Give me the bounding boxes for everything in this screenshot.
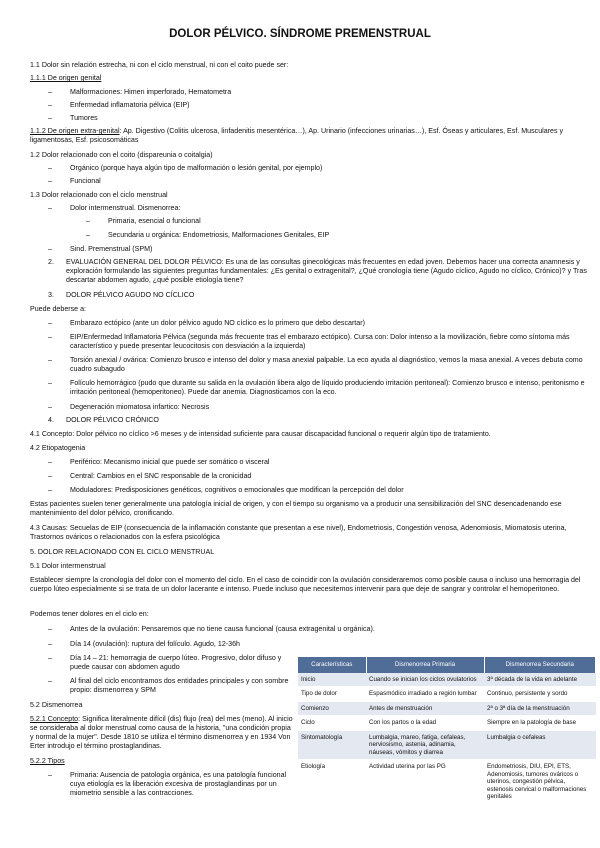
table-cell: Tipo de dolor (298, 687, 366, 702)
paragraph: Estas pacientes suelen tener generalmente una patología inicial de origen, y con el tiempo su organismo va a producir una sensibilización del SNC desencadenando ese mantenimiento del dolor pélvico, cronificando. (30, 500, 562, 517)
list-item: – Orgánico (porque haya algún tipo de malformación o lesión genital, por ejemplo) (70, 164, 592, 173)
list-item: – Dolor intermenstrual. Dismenorrea: (70, 204, 592, 213)
section-5-heading: 5. DOLOR RELACIONADO CON EL CICLO MENSTRUAL (30, 548, 215, 556)
list-item: – Tumores (70, 114, 592, 123)
section-number: 4. (48, 416, 54, 424)
section-3-heading (48, 291, 592, 300)
subsection-5-2-1 (30, 715, 295, 751)
list-item: – Malformaciones: Himen imperforado, Hematometra (70, 88, 592, 97)
comparison-table (298, 657, 596, 805)
section-text: EVALUACIÓN GENERAL DEL DOLOR PÉLVICO: Es una de las consultas ginecológicas más frecuentes en edad joven. Debemos hacer una correcta anamnesis y exploración formulando las siguientes preguntas fundamentales: ¿Es genital o extragenital?, ¿Qué cronología tiene (Agudo cíclico, Agudo no cíclico, Crónico)? y Tras descartar abdomen agudo, ¿qué posible etiología tiene? (66, 258, 587, 284)
table-header-row (298, 657, 596, 673)
list-item: – Degeneración miomatosa infartico: Necrosis (70, 403, 592, 412)
list-item: – EIP/Enfermedad Inflamatoria Pélvica (segunda más frecuente tras el embarazo ectópico). Cursa con: Dolor intenso a la movilización, fiebre como síntoma más característico y puede presentar leucocitosis con desviación a la izquierda) (70, 333, 592, 351)
page-title: DOLOR PÉLVICO. SÍNDROME PREMENSTRUAL (169, 28, 431, 40)
table-cell: Con los partos o la edad (366, 716, 484, 731)
list-item: – Al final del ciclo encontramos dos entidades principales y con sombre propio: dismenorrea y SPM (70, 677, 295, 695)
subsection-4-1: 4.1 Concepto: Dolor pélvico no cíclico >6 meses y de intensidad suficiente para causar discapacidad funcional o requerir algún tipo de tratamiento. (30, 430, 491, 438)
list-item: – Folículo hemorrágico (pudo que durante su salida en la ovulación libera algo de líquido produciendo irritación peritoneal): Comienzo brusco e intenso, peritonismo e irritación peritoneal (hemoperitoneo). Puede dar anemia. Diagnosticamos con la eco. (70, 379, 592, 397)
table-cell: Actividad uterina por las PG (366, 760, 484, 805)
section-4-heading (48, 416, 592, 425)
list-item: – Moduladores: Predisposiciones genéticos, cognitivos o emocionales que modifican la percepción del dolor (70, 486, 592, 495)
table-cell: Cuando se inician los ciclos ovulatorios (366, 673, 484, 687)
table-cell: Lumbalgia o cefaleas (484, 730, 596, 760)
section-number: 3. (48, 291, 54, 299)
subsection-1-1-1: 1.1.1 De origen genital (30, 74, 102, 82)
section-2 (48, 258, 592, 285)
table-row (298, 687, 596, 702)
paragraph: Podemos tener dolores en el ciclo en: (30, 610, 149, 618)
subsection-label: 5.2.1 Concepto (30, 715, 79, 723)
list-item: – Día 14 (ovulación): ruptura del folículo. Agudo, 12-36h (70, 640, 295, 649)
list-item: – Primaria, esencial o funcional (108, 217, 592, 226)
paragraph: Puede deberse a: (30, 305, 87, 313)
table-cell: Espasmódico irradiado a región lumbar (366, 687, 484, 702)
list-item: – Antes de la ovulación: Pensaremos que no tiene causa funcional (causa extragenital u orgánica). (70, 625, 592, 634)
table-cell: Sintomatología (298, 730, 366, 760)
list-item: – Torsión anexial / ovárica: Comienzo brusco e intenso del dolor y masa anexial palpable. La eco ayuda al diagnóstico, vemos la masa anexial. A veces debuta como cuadro subagudo (70, 356, 592, 374)
section-title: DOLOR PÉLVICO CRÓNICO (66, 416, 159, 424)
subsection-5-1: 5.1 Dolor intermenstrual (30, 562, 106, 570)
list-item: – Funcional (70, 177, 592, 186)
subsection-4-3: 4.3 Causas: Secuelas de EIP (consecuencia de la inflamación constante que presentan a ese nivel), Endometriosis, Congestión venosa, Adenomiosis, Miomatosis uterina, Trastornos ováricos o relacionados con la esfera psicológica (30, 524, 567, 541)
list-item: – Sind. Premenstrual (SPM) (70, 245, 592, 254)
subsection-1-2: 1.2 Dolor relacionado con el coito (dispareunia o coitalgia) (30, 151, 213, 159)
table-cell: 2ª o 3ª día de la menstruación (484, 701, 596, 716)
subsection-5-2-2: 5.2.2 Tipos (30, 757, 65, 765)
subsection-1-1-2 (30, 127, 592, 145)
list-item: – Periférico: Mecanismo inicial que puede ser somático o visceral (70, 458, 592, 467)
table-cell: Ciclo (298, 716, 366, 731)
table-row (298, 716, 596, 731)
subsection-text: : Significa literalmente difícil (dis) flujo (rea) del mes (meno). Al inicio se consideraba al dolor menstrual como causa de la historia, "una condición propia y normal de la mujer". Desde 1810 se utiliza el término dismenorrea y en 1934 Von Erter introdujo el término prostaglandinas. (30, 715, 293, 750)
paragraph: Establecer siempre la cronología del dolor con el momento del ciclo. En el caso de coincidir con la ovulación consideraremos como posible causa o incluso una hemorragia del cuerpo lúteo especialmente si se trata de un dolor lacerante e intenso. Puede incluso que necesitemos intervenir para que deje de sangrar y controlar el hemoperitoneo. (30, 576, 581, 593)
table-cell: Continuo, persistente y sordo (484, 687, 596, 702)
subsection-5-2: 5.2 Dismenorrea (30, 701, 83, 709)
table-header: Dismenorrea Primaria (366, 657, 484, 673)
table-row (298, 730, 596, 760)
table-cell: Lumbalgia, mareo, fatiga, cefaleas, nerviosismo, astenia, adinamia, náuseas, vómitos y diarrea (366, 730, 484, 760)
table-cell: Siempre en la patología de base (484, 716, 596, 731)
subsection-text: : Ap. Digestivo (Colitis ulcerosa, linfadenitis mesentérica…), Ap. Urinario (infecciones urinarias…), Esf. Óseas y articulares, Esf. Musculares y ligamentosas, Esf. psicosomáticas (30, 127, 564, 144)
section-title: DOLOR PÉLVICO AGUDO NO CÍCLICO (66, 291, 195, 299)
table-cell: Inicio (298, 673, 366, 687)
table-header: Dismenorrea Secundaria (484, 657, 596, 673)
table-row (298, 673, 596, 687)
list-item: – Primaria: Ausencia de patología orgánica, es una patología funcional cuya etiología es la liberación excesiva de prostaglandinas por un miometrio sensible a las contracciones. (70, 771, 295, 798)
list-item: – Enfermedad inflamatoria pélvica (EIP) (70, 101, 592, 110)
table-row (298, 701, 596, 716)
list-item: – Central: Cambios en el SNC responsable de la cronicidad (70, 472, 592, 481)
list-item: – Secundaria u orgánica: Endometriosis, Malformaciones Genitales, EIP (108, 231, 592, 240)
subsection-1-3: 1.3 Dolor relacionado con el ciclo menstrual (30, 191, 168, 199)
table-cell: 3ª década de la vida en adelante (484, 673, 596, 687)
subsection-label: 1.1.2 De origen extra-genital (30, 127, 120, 135)
table-row (298, 760, 596, 805)
list-item: – Embarazo ectópico (ante un dolor pélvico agudo NO cíclico es lo primero que debo descartar) (70, 319, 592, 328)
list-item: – Día 14 – 21: hemorragia de cuerpo lúteo. Progresivo, dolor difuso y puede causar con abdomen agudo (70, 654, 295, 672)
table-cell: Antes de menstruación (366, 701, 484, 716)
table-cell: Etiología (298, 760, 366, 805)
table-cell: Endometriosis, DIU, EPI, ETS, Adenomiosis, tumores ováricos o uterinos, congestión pélvica, estenosis cervical o malformaciones genitales (484, 760, 596, 805)
table-header: Características (298, 657, 366, 673)
subsection-1-1: 1.1 Dolor sin relación estrecha, ni con el ciclo menstrual, ni con el coito puede ser: (30, 61, 289, 69)
section-number: 2. (48, 258, 54, 266)
subsection-4-2: 4.2 Etiopatogenia (30, 444, 86, 452)
table-cell: Comienzo (298, 701, 366, 716)
